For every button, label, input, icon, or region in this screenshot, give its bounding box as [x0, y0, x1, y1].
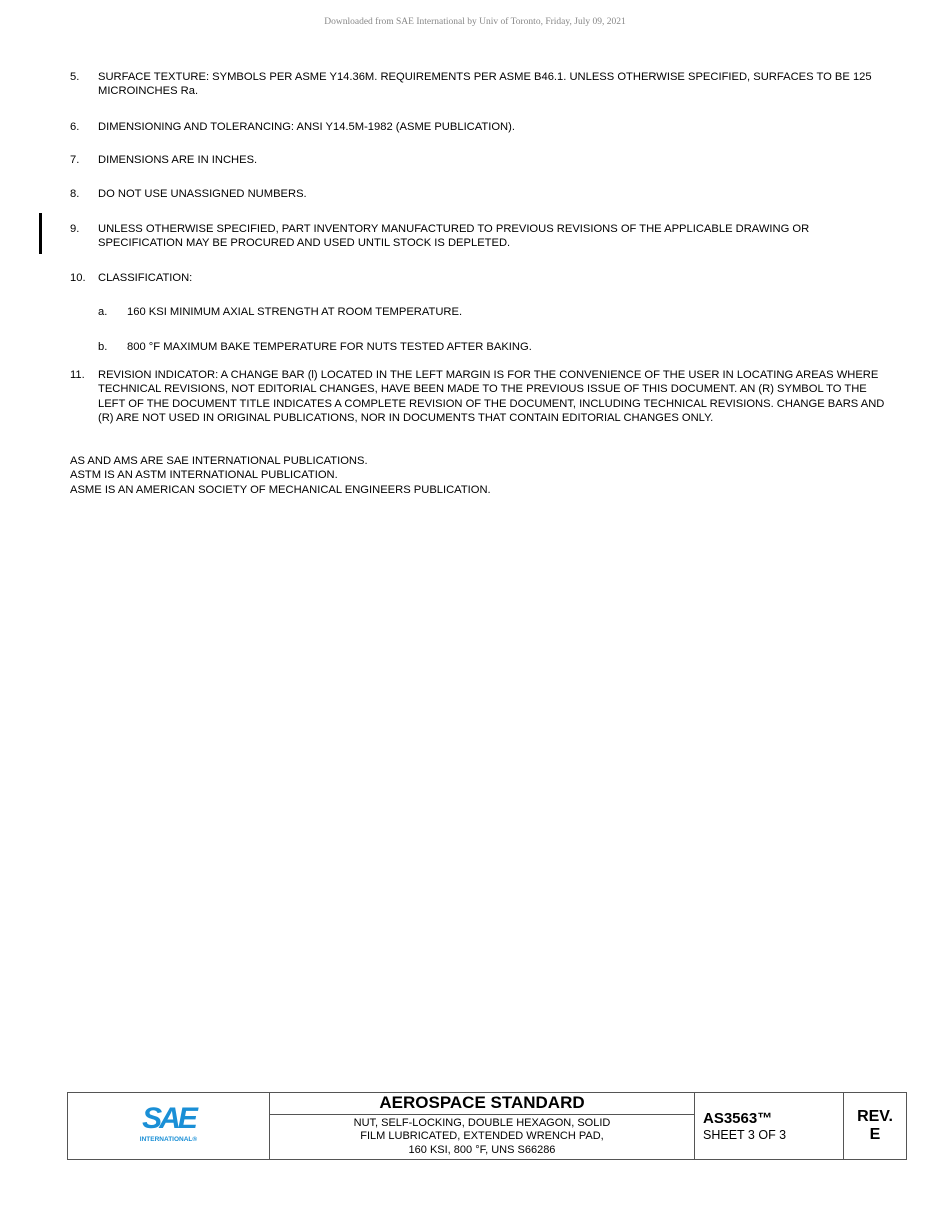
document-description [270, 1115, 695, 1160]
note-line: ASTM IS AN ASTM INTERNATIONAL PUBLICATION. [70, 469, 338, 482]
sheet-number: SHEET 3 OF 3 [703, 1127, 787, 1142]
description-line: 160 KSI, 800 °F, UNS S66286 [408, 1143, 556, 1156]
item-number: 10. [70, 272, 86, 284]
description-line: FILM LUBRICATED, EXTENDED WRENCH PAD, [360, 1130, 604, 1143]
item-text: REVISION INDICATOR: A CHANGE BAR (l) LOCATED IN THE LEFT MARGIN IS FOR THE CONVENIENCE OF THE USER IN LOCATING AREAS WHERE TECHNICAL REVISIONS, NOT EDITORIAL CHANGES, HAVE BEEN MADE TO THE PREVIOUS ISSUE OF THIS DOCUMENT. AN (R) SYMBOL TO THE LEFT OF THE DOCUMENT TITLE INDICATES A COMPLETE REVISION OF THE DOCUMENT, INCLUDING TECHNICAL REVISIONS. CHANGE BARS AND (R) ARE NOT USED IN ORIGINAL PUBLICATIONS, NOR IN DOCUMENTS THAT CONTAIN EDITORIAL CHANGES ONLY. [98, 369, 885, 424]
item-number: 9. [70, 223, 80, 235]
note-item-6 [70, 120, 890, 134]
note-item-10 [70, 271, 890, 285]
note-item-9 [70, 222, 890, 251]
revision-label: REV. [857, 1108, 893, 1125]
sae-logo [68, 1093, 270, 1160]
item-number: 11. [70, 369, 85, 381]
item-number: 6. [70, 121, 80, 133]
note-item-11 [70, 368, 890, 425]
item-text: SURFACE TEXTURE: SYMBOLS PER ASME Y14.36M. REQUIREMENTS PER ASME B46.1. UNLESS OTHERWISE SPECIFIED, SURFACES TO BE 125 MICROINCHES Ra. [98, 71, 872, 98]
document-number: AS3563™ [703, 1109, 773, 1127]
item-number: b. [98, 341, 108, 353]
note-item-7 [70, 153, 890, 167]
item-number: a. [98, 306, 108, 318]
publication-notes [70, 454, 491, 497]
item-number: 7. [70, 154, 80, 166]
note-item-8 [70, 187, 890, 201]
note-line: ASME IS AN AMERICAN SOCIETY OF MECHANICAL ENGINEERS PUBLICATION. [70, 483, 491, 496]
change-bar [39, 213, 42, 254]
item-text: UNLESS OTHERWISE SPECIFIED, PART INVENTORY MANUFACTURED TO PREVIOUS REVISIONS OF THE APPLICABLE DRAWING OR SPECIFICATION MAY BE PROCURED AND USED UNTIL STOCK IS DEPLETED. [98, 223, 810, 250]
revision-cell [844, 1093, 907, 1160]
document-id-cell [695, 1093, 844, 1160]
note-line: AS AND AMS ARE SAE INTERNATIONAL PUBLICATIONS. [70, 455, 368, 467]
description-line: NUT, SELF-LOCKING, DOUBLE HEXAGON, SOLID [353, 1116, 611, 1129]
document-type: AEROSPACE STANDARD [270, 1093, 695, 1115]
item-text: CLASSIFICATION: [98, 272, 193, 284]
item-text: 800 °F MAXIMUM BAKE TEMPERATURE FOR NUTS TESTED AFTER BAKING. [127, 341, 532, 353]
item-number: 5. [70, 71, 80, 83]
revision-value: E [869, 1126, 881, 1143]
item-text: DIMENSIONING AND TOLERANCING: ANSI Y14.5M-1982 (ASME PUBLICATION). [98, 121, 515, 133]
sae-logo-sub: INTERNATIONAL® [139, 1135, 198, 1143]
download-watermark: Downloaded from SAE International by Univ of Toronto, Friday, July 09, 2021 [324, 17, 626, 27]
item-text: DIMENSIONS ARE IN INCHES. [98, 154, 258, 166]
note-item-5 [70, 70, 890, 99]
item-number: 8. [70, 188, 80, 200]
note-item-10b [70, 340, 890, 354]
item-text: DO NOT USE UNASSIGNED NUMBERS. [98, 188, 307, 200]
note-item-10a [70, 305, 890, 319]
item-text: 160 KSI MINIMUM AXIAL STRENGTH AT ROOM TEMPERATURE. [127, 306, 463, 318]
sae-logo-mark: SAE [142, 1101, 195, 1135]
title-block [67, 1092, 907, 1160]
